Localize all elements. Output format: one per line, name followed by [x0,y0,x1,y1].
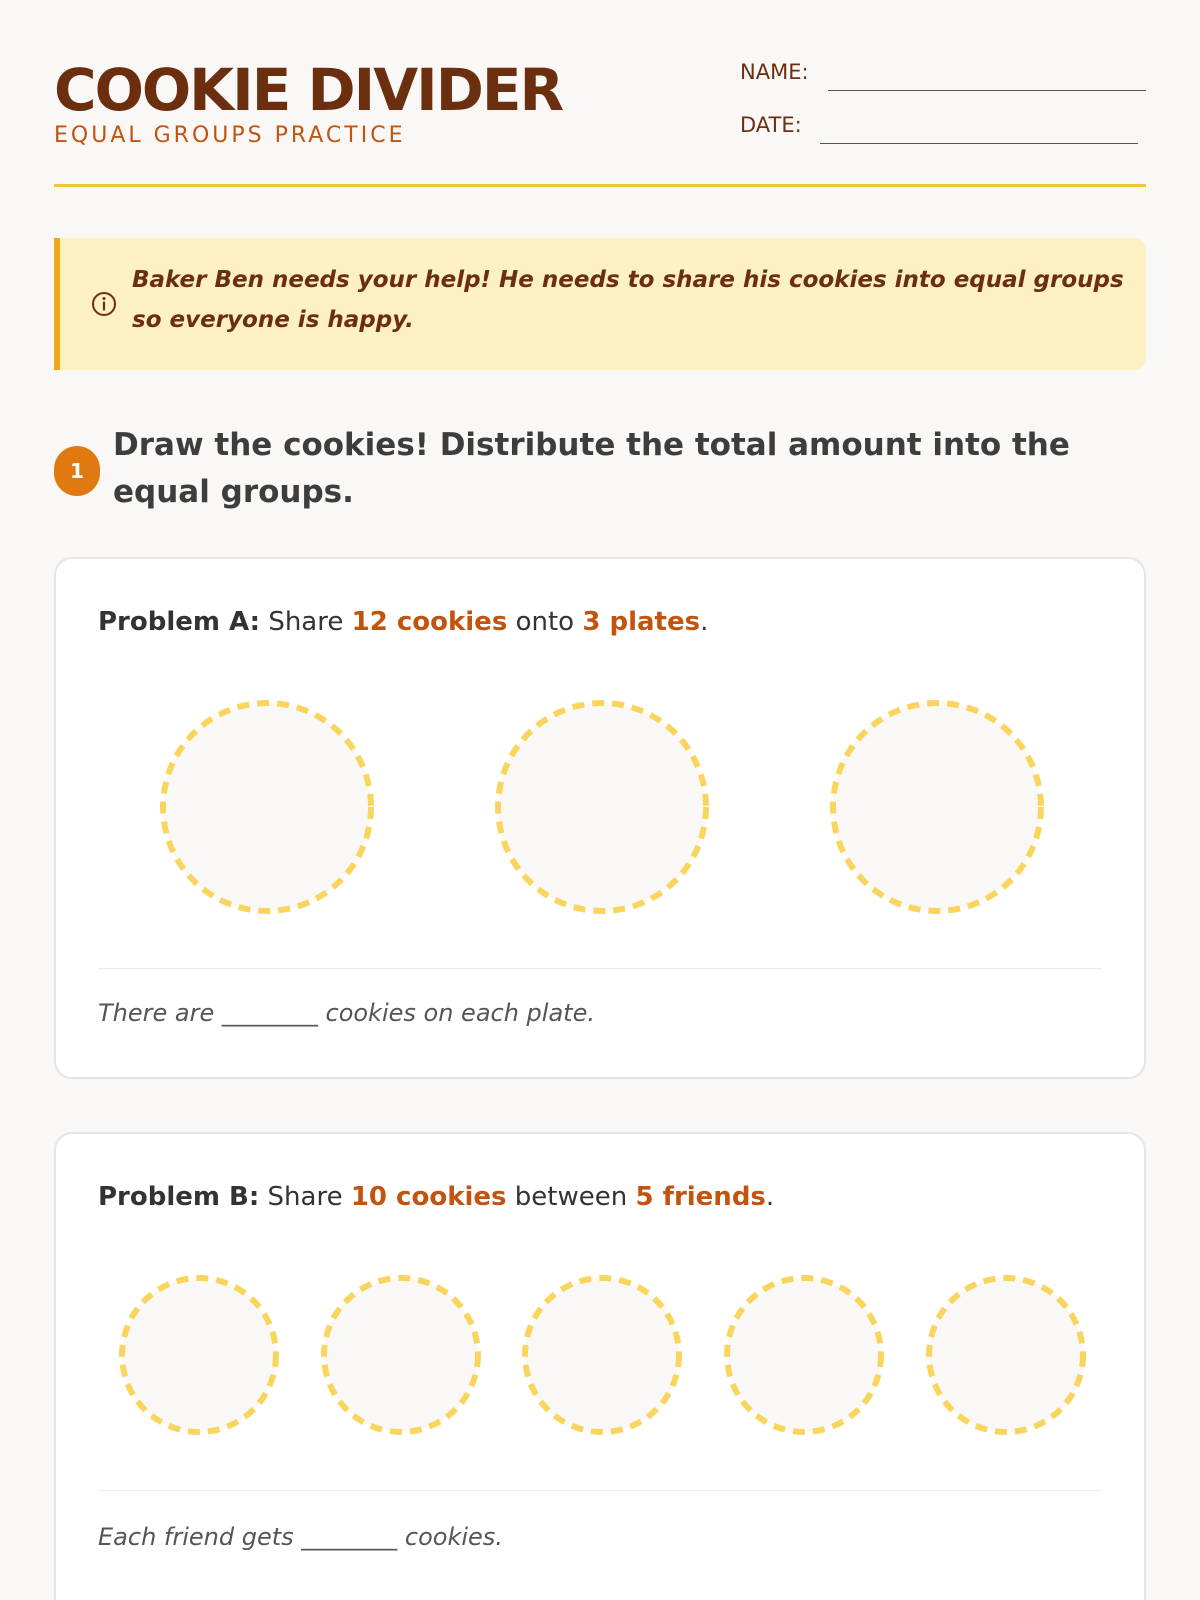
problem-a-amount: 12 cookies [351,607,508,637]
plate-b-1[interactable] [122,1278,276,1432]
plate-b-5[interactable] [929,1278,1083,1432]
plate-a-3[interactable] [833,703,1041,911]
problem-card-b [54,1132,1146,1600]
info-icon [90,290,118,318]
name-field[interactable] [740,56,1146,92]
problem-a-verb: Share [268,607,344,637]
plate-b-3[interactable] [525,1278,679,1432]
problem-card-a [54,557,1146,1079]
problem-a-answer[interactable]: There are ________ cookies on each plate. [98,999,595,1027]
name-line[interactable] [828,90,1146,91]
instruction-callout [54,238,1146,370]
problem-b-divider [98,1490,1102,1491]
problem-b-amount: 10 cookies [350,1182,507,1212]
problem-a-connector: onto [515,607,575,637]
section-number-badge: 1 [54,446,100,496]
problem-b-verb: Share [267,1182,343,1212]
plate-b-4[interactable] [727,1278,881,1432]
problem-a-end: . [700,607,709,637]
date-field[interactable] [740,109,1146,145]
date-line[interactable] [820,143,1138,144]
worksheet-subtitle: EQUAL GROUPS PRACTICE [54,123,406,148]
problem-b-plates [56,1270,1144,1440]
date-label: DATE: [740,113,802,137]
name-label: NAME: [740,60,809,84]
problem-b-groups: 5 friends [635,1182,766,1212]
problem-a-groups: 3 plates [582,607,701,637]
plate-a-1[interactable] [163,703,371,911]
worksheet-header [54,54,1146,187]
worksheet-title: COOKIE DIVIDER [54,56,563,124]
problem-a-label: Problem A: [98,607,261,637]
problem-b-connector: between [514,1182,628,1212]
problem-b-answer[interactable]: Each friend gets ________ cookies. [98,1523,503,1551]
problem-b-end: . [765,1182,775,1212]
problem-a-plates [56,699,1144,919]
problem-a-statement [98,607,708,637]
section-title: Draw the cookies! Distribute the total amount into the equal groups. [113,427,1070,510]
plate-b-2[interactable] [324,1278,478,1432]
plate-a-2[interactable] [498,703,706,911]
callout-text: Baker Ben needs your help! He needs to share his cookies into equal groups so everyone is happy. [132,267,1124,333]
worksheet-page [54,0,1146,1600]
problem-b-statement [98,1182,774,1212]
problem-b-label: Problem B: [98,1182,260,1212]
problem-a-divider [98,968,1102,969]
